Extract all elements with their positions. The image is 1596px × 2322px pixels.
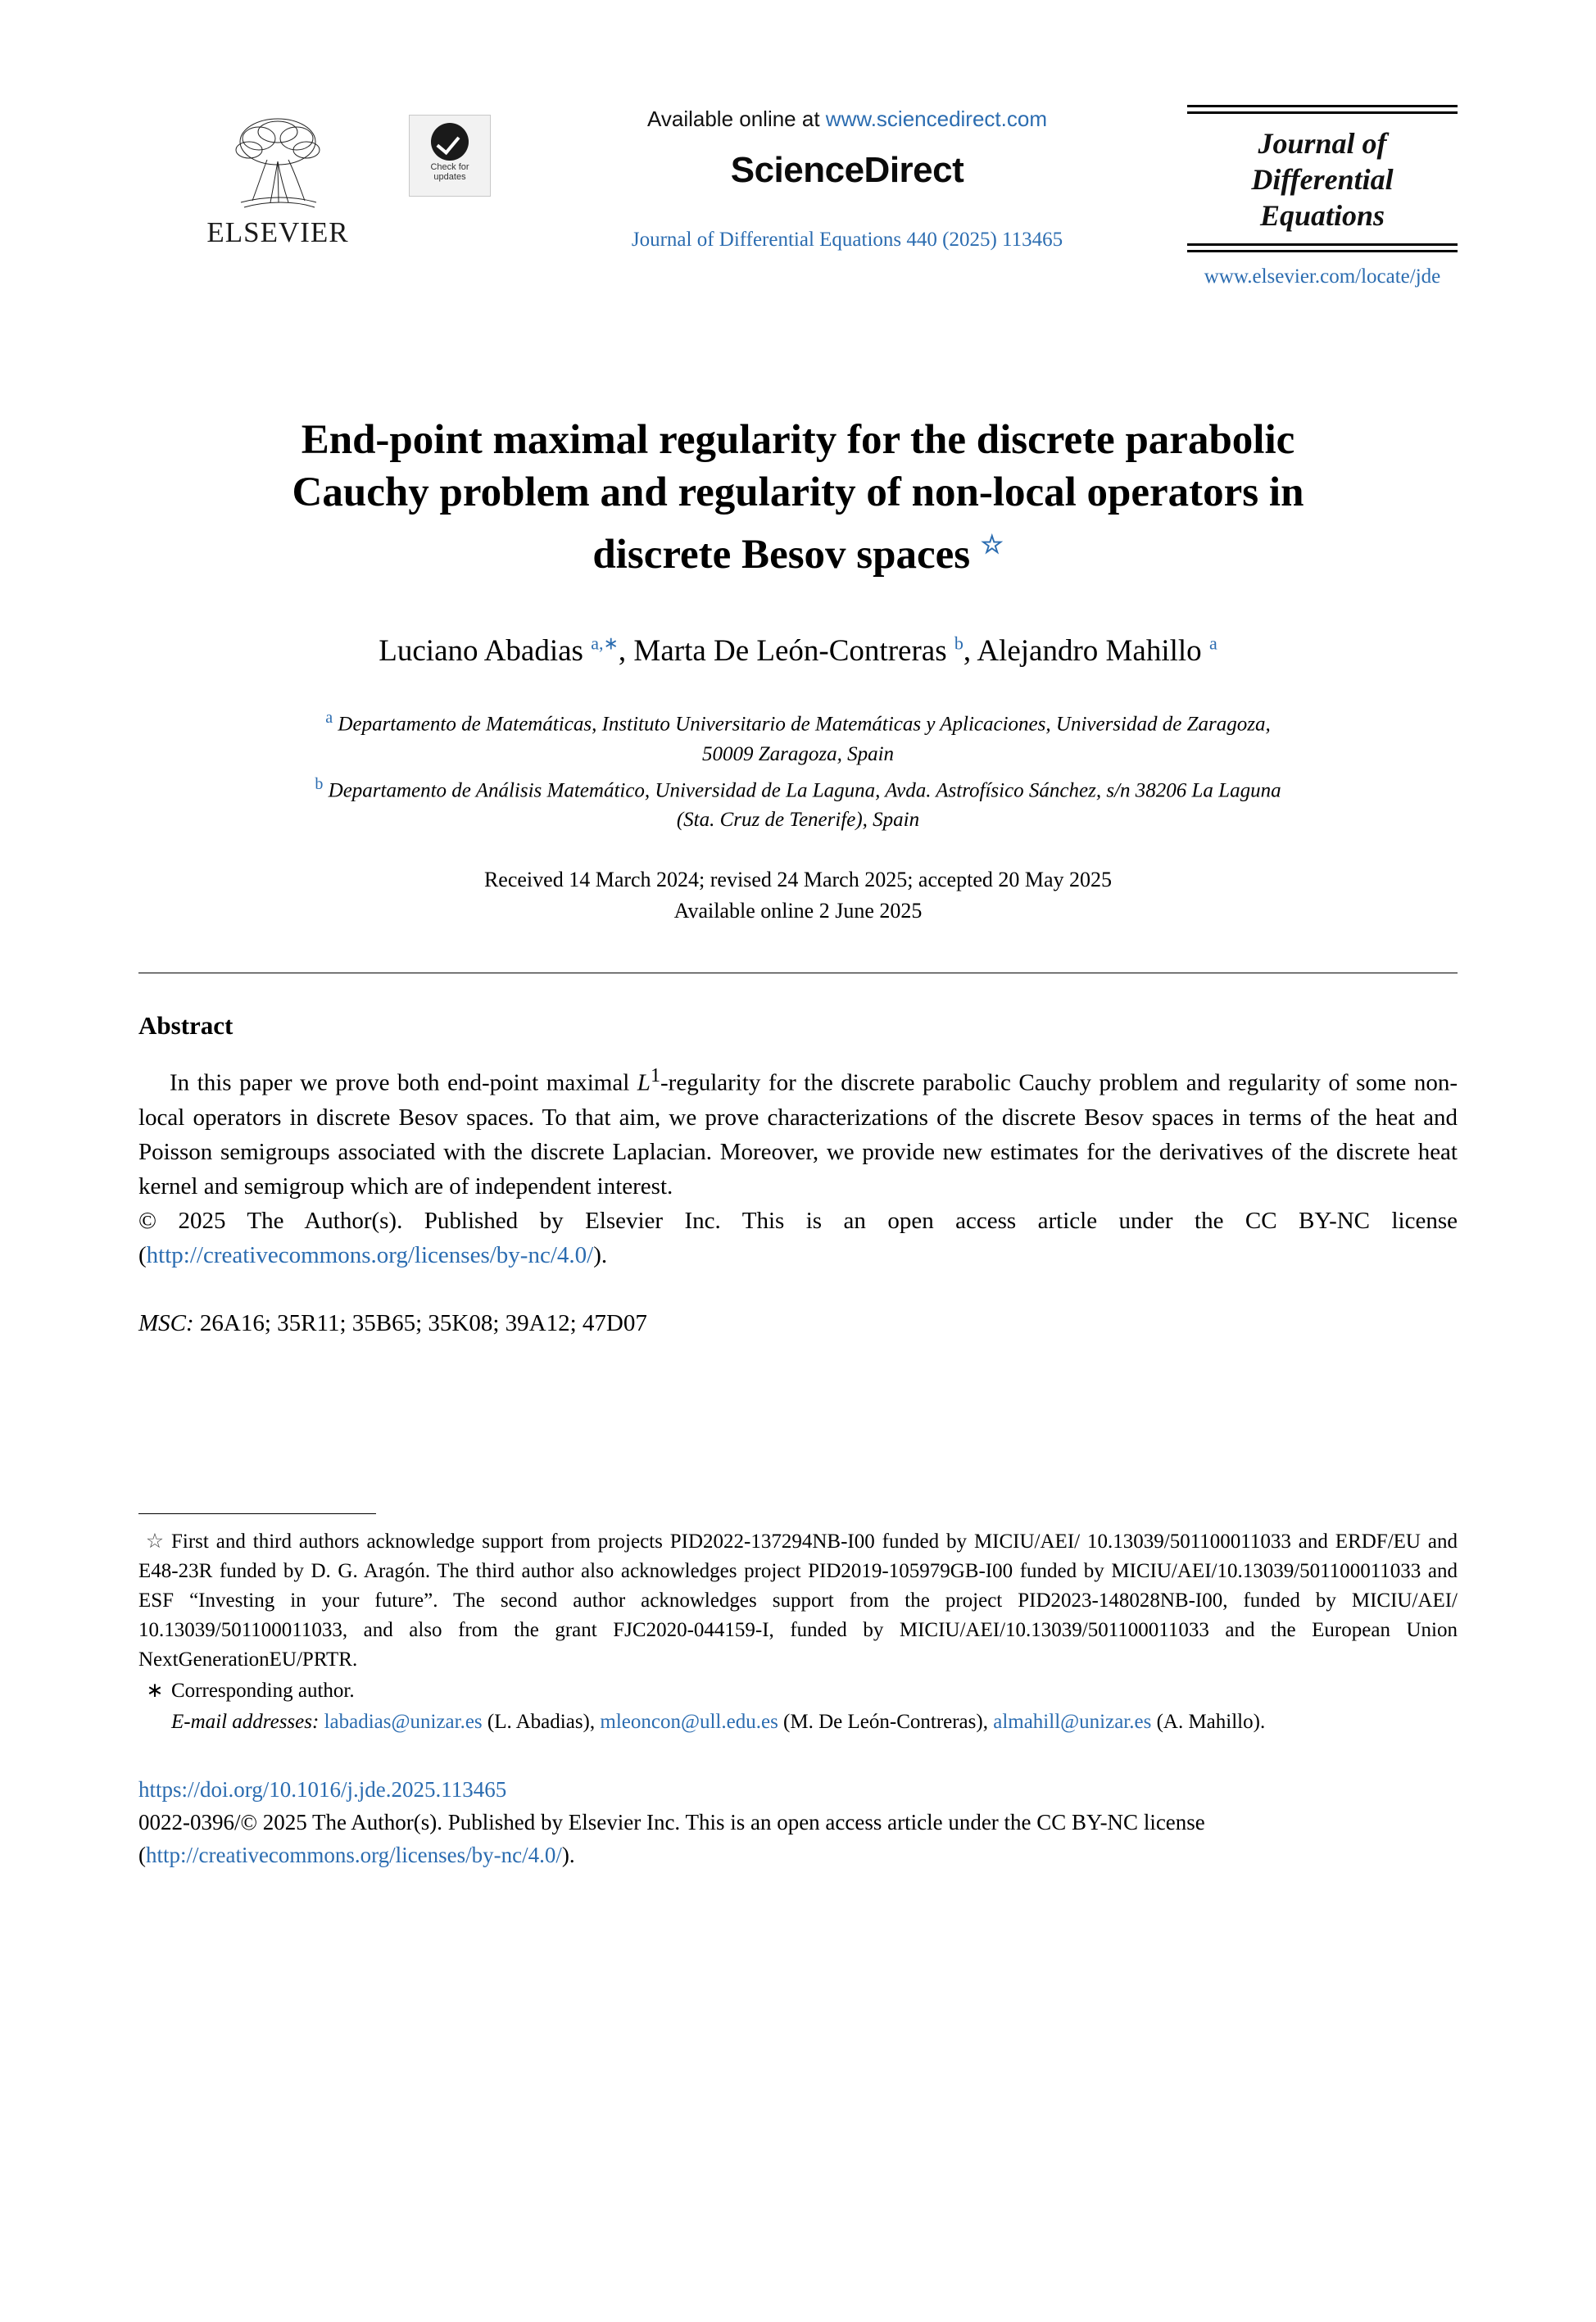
footnote-funding-text: First and third authors acknowledge support from projects PID2022-137294NB-I00 funded by MICIU/AEI/ 10.13039/501100011033 and ERDF/EU and E48-23R funded by D. G. Aragón. The third author also acknowledges project PID2019-105979GB-I00 funded by MICIU/AEI/10.13039/501100011033 and ESF “Investing in your future”. The second author acknowledges support from the project PID2023-148028NB-I00, funded by MICIU/AEI/ 10.13039/501100011033, and also from the grant FJC2020-044159-I, funded by MICIU/AEI/10.13039/501100011033 and the European Union NextGenerationEU/PRTR. — [138, 1530, 1458, 1671]
dates-received-line: Received 14 March 2024; revised 24 March 2025; accepted 20 May 2025 — [483, 867, 1113, 891]
email-link-3[interactable]: almahill@unizar.es — [993, 1710, 1152, 1733]
article-content — [138, 414, 1458, 1871]
available-online-text: Available online at — [646, 107, 820, 131]
journal-name-line3: Equations — [1259, 199, 1385, 232]
title-line-3: discrete Besov spaces — [592, 532, 971, 578]
title-footnote-marker[interactable]: ☆ — [980, 530, 1004, 559]
email-label: E-mail addresses: — [171, 1710, 320, 1733]
abstract-part-1: In this paper we prove both end-point maximal — [170, 1069, 637, 1096]
affiliation-b-line1: Departamento de Análisis Matemático, Universidad de La Laguna, Avda. Astrofísico Sánchez, s/n 38206 La Laguna — [328, 778, 1281, 801]
abstract-copyright — [138, 1204, 1458, 1272]
journal-reference[interactable]: Journal of Differential Equations 440 (2025) 113465 — [631, 229, 1063, 251]
affiliation-list — [138, 703, 1458, 835]
footnote-star-icon: ☆ — [145, 1530, 165, 1553]
abstract-math-L-exponent: 1 — [650, 1063, 661, 1086]
elsevier-wordmark: ELSEVIER — [206, 216, 349, 248]
page-title — [138, 414, 1458, 581]
email-owner-1: (L. Abadias), — [487, 1710, 596, 1733]
crossmark-label-line1: Check for — [430, 162, 469, 172]
journal-rule-bottom — [1187, 243, 1458, 252]
check-icon — [431, 123, 469, 161]
issn-copyright-part-2: ). — [561, 1842, 575, 1867]
footnote-emails — [138, 1707, 1458, 1737]
available-online-line — [532, 107, 1163, 132]
abstract-part-2: -regularity for the discrete parabolic Cauchy problem and regularity of some non-local operators in discrete Besov spaces. To that aim, we prove characterizations of the discrete Besov spaces in terms of the heat and Poisson semigroups associated with the discrete Laplacian. Moreover, we provide new estimates for the derivatives of the discrete heat kernel and semigroup which are of independent interest. — [138, 1069, 1458, 1200]
affiliation-b — [138, 769, 1458, 835]
journal-masthead — [138, 0, 1458, 288]
email-link-2[interactable]: mleoncon@ull.edu.es — [600, 1710, 778, 1733]
footnote-asterisk-icon: ∗ — [146, 1679, 164, 1702]
journal-title-block — [1187, 105, 1458, 288]
copyright-part-2: ). — [593, 1241, 608, 1268]
dates-online-line: Available online 2 June 2025 — [673, 898, 923, 923]
cc-license-link[interactable]: http://creativecommons.org/licenses/by-nc/4.0/ — [146, 1241, 594, 1268]
email-owner-2: (M. De León-Contreras), — [783, 1710, 988, 1733]
journal-name-line1: Journal of — [1258, 127, 1387, 160]
affiliation-b-marker: b — [315, 774, 324, 793]
affiliation-a-line1: Departamento de Matemáticas, Instituto Universitario de Matemáticas y Aplicaciones, Universidad de Zaragoza, — [338, 713, 1271, 736]
sciencedirect-link[interactable]: www.sciencedirect.com — [825, 107, 1047, 131]
doi-link[interactable]: https://doi.org/10.1016/j.jde.2025.113465 — [138, 1776, 507, 1802]
imprint-license-link[interactable]: http://creativecommons.org/licenses/by-nc/4.0/ — [146, 1842, 562, 1867]
msc-line — [138, 1310, 1458, 1337]
imprint-block — [138, 1773, 1458, 1871]
author-list — [138, 633, 1458, 669]
elsevier-logo — [184, 111, 372, 249]
affiliation-a — [138, 703, 1458, 769]
affiliation-b-line2: (Sta. Cruz de Tenerife), Spain — [676, 808, 920, 831]
sciencedirect-block — [532, 107, 1163, 252]
email-owner-3: (A. Mahillo). — [1156, 1710, 1266, 1733]
elsevier-tree-icon — [216, 111, 339, 213]
affiliation-a-marker: a — [325, 709, 333, 728]
abstract-heading: Abstract — [138, 1010, 234, 1040]
affiliation-a-line2: 50009 Zaragoza, Spain — [701, 742, 895, 765]
copyright-part-1: © 2025 The Author(s). Published by Elsevier Inc. This is an open access article under the CC BY-NC license ( — [138, 1207, 1458, 1268]
crossmark-badge[interactable] — [409, 115, 491, 197]
authors-text: Luciano Abadias $^{a,∗}$, Marta De León-Contreras $^b$, Alejandro Mahillo $^a$ — [379, 633, 1217, 669]
journal-rule-top — [1187, 105, 1458, 114]
journal-name-line2: Differential — [1251, 163, 1394, 196]
issn-copyright-part-1: 0022-0396/© 2025 The Author(s). Published by Elsevier Inc. This is an open access article under the CC BY-NC license ( — [138, 1809, 1205, 1867]
footnotes-block — [138, 1527, 1458, 1737]
footnote-corresponding-text: Corresponding author. — [171, 1679, 355, 1702]
msc-label: MSC: — [138, 1309, 194, 1336]
abstract-math-L: L — [637, 1069, 651, 1096]
publication-dates — [138, 864, 1458, 927]
crossmark-label-line2: updates — [433, 172, 466, 182]
sciencedirect-wordmark: ScienceDirect — [730, 150, 964, 190]
email-link-1[interactable]: labadias@unizar.es — [324, 1710, 483, 1733]
msc-codes: 26A16; 35R11; 35B65; 35K08; 39A12; 47D07 — [199, 1309, 647, 1336]
title-line-2: Cauchy problem and regularity of non-local operators in — [292, 469, 1304, 515]
footnote-funding — [138, 1527, 1458, 1675]
journal-homepage-link[interactable]: www.elsevier.com/locate/jde — [1204, 265, 1441, 288]
footnote-corresponding — [138, 1676, 1458, 1706]
title-line-1: End-point maximal regularity for the discrete parabolic — [301, 417, 1295, 463]
footnote-divider — [138, 1513, 376, 1514]
abstract-text — [138, 1059, 1458, 1272]
